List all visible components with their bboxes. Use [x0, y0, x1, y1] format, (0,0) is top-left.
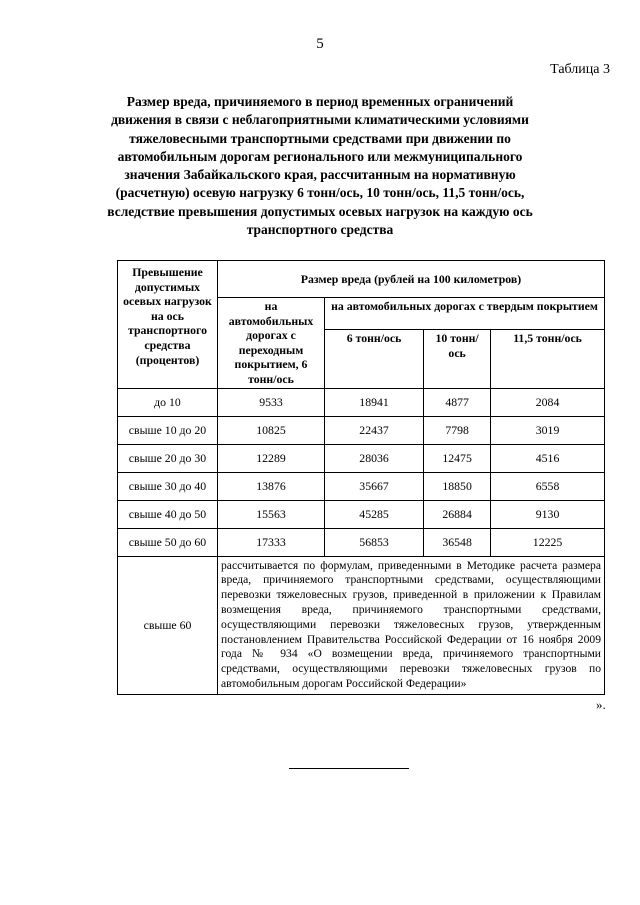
cell-transitional-6: 10825 [218, 416, 325, 444]
cell-hard-6: 18941 [325, 388, 424, 416]
header-overload-percent: Превышение допустимых осевых нагрузок на ось транспортного средства (процентов) [118, 261, 218, 389]
cell-range: свыше 20 до 30 [118, 444, 218, 472]
table-row [118, 444, 605, 472]
cell-hard-10: 36548 [424, 528, 491, 556]
cell-transitional-6: 9533 [218, 388, 325, 416]
row-note-over-60: рассчитывается по формулам, приведенными в Методике расчета размера вреда, причиняемого транспортными средствами, осуществляющими перевозки тяжеловесных грузов, приведенной в приложении к Правилам возмещения вреда, причиняемого транспортными средствами, осуществляющими перевозки тяжеловесных грузов, утвержденным постановлением Правительства Российской Федерации от 16 ноября 2009 года № 934 «О возмещении вреда, причиняемого транспортными средствами, осуществляющими перевозки тяжеловесных грузов по автомобильным дорогам Российской Федерации» [218, 556, 605, 694]
cell-hard-11-5: 6558 [491, 472, 605, 500]
cell-transitional-6: 17333 [218, 528, 325, 556]
header-hard-surface: на автомобильных дорогах с твердым покрытием [325, 298, 605, 330]
cell-range: свыше 40 до 50 [118, 500, 218, 528]
cell-hard-6: 28036 [325, 444, 424, 472]
table-label: Таблица 3 [550, 62, 610, 77]
cell-transitional-6: 13876 [218, 472, 325, 500]
cell-hard-6: 45285 [325, 500, 424, 528]
table-row [118, 388, 605, 416]
table-body [118, 388, 605, 556]
cell-range: до 10 [118, 388, 218, 416]
cell-hard-10: 26884 [424, 500, 491, 528]
table-row [118, 416, 605, 444]
header-10-tonnes: 10 тонн/ось [424, 329, 491, 388]
document-title: Размер вреда, причиняемого в период временных ограничений движения в связи с неблагоприятными климатическими условиями тяжеловесными транспортными средствами при движении по автомобильным дорогам регионального или межмуниципального значения Забайкальского края, рассчитанным на нормативную (расчетную) осевую нагрузку 6 тонн/ось, 10 тонн/ось, 11,5 тонн/ось, вследствие превышения допустимых осевых нагрузок на каждую ось транспортного средства [107, 94, 533, 238]
row-range-over-60: свыше 60 [118, 556, 218, 694]
cell-hard-11-5: 12225 [491, 528, 605, 556]
header-6-tonnes: 6 тонн/ось [325, 329, 424, 388]
cell-hard-10: 18850 [424, 472, 491, 500]
cell-transitional-6: 15563 [218, 500, 325, 528]
harm-table [117, 260, 605, 695]
cell-hard-11-5: 9130 [491, 500, 605, 528]
cell-hard-10: 4877 [424, 388, 491, 416]
table-row-over-60 [118, 556, 605, 694]
header-harm-size: Размер вреда (рублей на 100 километров) [218, 261, 605, 298]
cell-transitional-6: 12289 [218, 444, 325, 472]
cell-hard-6: 35667 [325, 472, 424, 500]
cell-range: свыше 30 до 40 [118, 472, 218, 500]
page-number: 5 [316, 36, 324, 52]
table-row [118, 500, 605, 528]
closing-quote: ». [596, 697, 606, 712]
cell-hard-6: 56853 [325, 528, 424, 556]
table-row [118, 472, 605, 500]
cell-range: свыше 10 до 20 [118, 416, 218, 444]
cell-hard-10: 12475 [424, 444, 491, 472]
separator-line [289, 768, 409, 769]
cell-hard-11-5: 3019 [491, 416, 605, 444]
header-11-5-tonnes: 11,5 тонн/ось [491, 329, 605, 388]
cell-hard-11-5: 2084 [491, 388, 605, 416]
cell-hard-11-5: 4516 [491, 444, 605, 472]
table-row [118, 528, 605, 556]
header-transitional-surface: на автомобильных дорогах с переходным покрытием, 6 тонн/ось [218, 298, 325, 389]
cell-hard-10: 7798 [424, 416, 491, 444]
cell-hard-6: 22437 [325, 416, 424, 444]
cell-range: свыше 50 до 60 [118, 528, 218, 556]
